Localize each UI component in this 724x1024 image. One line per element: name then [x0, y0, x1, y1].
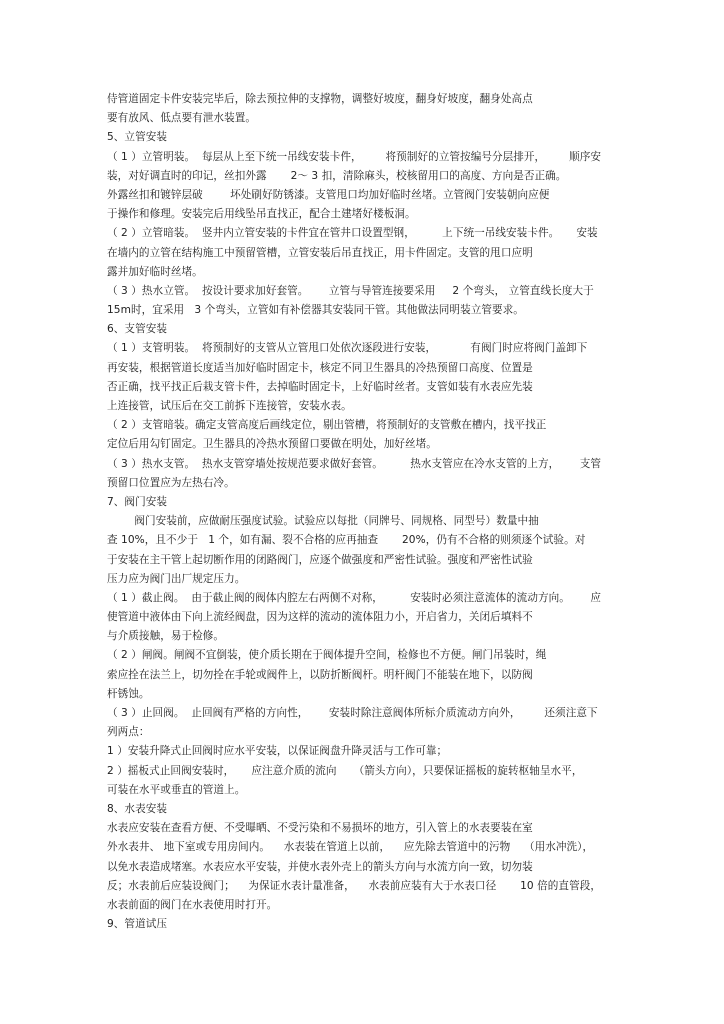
section-heading: 7、阀门安装 — [107, 495, 168, 508]
section-heading: 9、管道试压 — [107, 918, 168, 931]
text-line: 外露丝扣和镀锌层破 坏处刷好防锈漆。支管甩口均加好临时丝堵。立管阀门安装朝向应便 — [107, 188, 550, 201]
text-line: 定位后用勾钉固定。卫生器具的冷热水预留口要做在明处，加好丝堵。 — [107, 438, 437, 451]
text-line: （ 3 ）止回阀。 止回阀有严格的方向性， 安装时除注意阀体所标介质流动方向外， 还须注意下 — [107, 707, 598, 719]
section-heading: 8、水表安装 — [107, 802, 168, 815]
section-heading: 6、支管安装 — [107, 323, 168, 336]
text-line: 装，对好调直时的印记，丝扣外露 2～ 3 扣，清除麻头，校核留用口的高度、方向是否正确。 — [107, 169, 567, 182]
text-line: 外水表井、 地下室或专用房间内。 水表装在管道上以前， 应先除去管道中的污物 （用水冲洗）， — [107, 841, 594, 854]
section-heading: 5、立管安装 — [107, 131, 168, 144]
text-line: 杆锈蚀。 — [107, 687, 150, 700]
text-line: 查 10%，且不少于 1 个，如有漏、裂不合格的应再抽查 20%，仍有不合格的则须逐个试验。对 — [107, 534, 586, 547]
text-line: 于安装在主干管上起切断作用的闭路阀门，应逐个做强度和严密性试验。强度和严密性试验 — [107, 553, 533, 566]
text-line: 于操作和修理。安装完后用线坠吊直找正，配合土建堵好楼板洞。 — [107, 208, 416, 221]
text-line: （ 3 ）热水立管。 按设计要求加好套管。 立管与导管连接要采用 2 个弯头， 立管直线长度大于 — [107, 284, 594, 297]
text-line: 与介质接触，易于检修。 — [107, 630, 225, 643]
text-line: （ 1 ）立管明装。 每层从上至下统一吊线安装卡件， 将预制好的立管按编号分层排开， 顺序安 — [107, 150, 602, 163]
text-line: 在墙内的立管在结构施工中预留管槽，立管安装后吊直找正，用卡件固定。支管的甩口应明 — [107, 246, 533, 259]
text-line: 阀门安装前，应做耐压强度试验。试验应以每批（同牌号、同规格、同型号）数量中抽 — [107, 515, 539, 528]
text-line: （ 2 ）立管暗装。 竖井内立管安装的卡件宜在管井口设置型钢， 上下统一吊线安装卡件。 安装 — [107, 227, 598, 240]
text-line: 露并加好临时丝堵。 — [107, 265, 203, 278]
text-line: （ 2 ）闸阀。闸阀不宜倒装，使介质长期在于阀体提升空间，检修也不方便。闸门吊装时，绳 — [107, 649, 547, 662]
text-line: （ 3 ）热水支管。 热水支管穿墙处按规范要求做好套管。 热水支管应在冷水支管的上方， 支管 — [107, 457, 602, 470]
document-body — [107, 90, 627, 934]
text-line: 15m时，宜采用 3 个弯头，立管如有补偿器其安装同干管。其他做法同明装立管要求。 — [107, 304, 524, 317]
text-line: 以免水表造成堵塞。水表应水平安装，并使水表外壳上的箭头方向与水流方向一致，切勿装 — [107, 860, 533, 873]
text-line: 2 ）摇板式止回阀安装时， 应注意介质的流向 （箭头方向），只要保证摇板的旋转枢轴呈水平， — [107, 764, 583, 777]
text-line: （ 1 ）支管明装。 将预制好的支管从立管甩口处依次逐段进行安装， 有阀门时应将阀门盖卸下 — [107, 342, 588, 355]
text-line: 可装在水平或垂直的管道上。 — [107, 783, 246, 796]
text-line: 索应拴在法兰上，切勿拴在手轮或阀件上，以防折断阀杆。明杆阀门不能装在地下，以防阀 — [107, 668, 533, 681]
text-line: 使管道中液体由下向上流经阀盘，因为这样的流动的流体阻力小，开启省力，关闭后填料不 — [107, 611, 533, 624]
text-line: 水表前面的阀门在水表使用时打开。 — [107, 898, 278, 911]
text-line: 侍管道固定卡件安装完毕后，除去预拉伸的支撑物，调整好坡度，翻身好坡度，翻身处高点 — [107, 93, 533, 105]
text-line: 再安装，根据管道长度适当加好临时固定卡，核定不同卫生器具的冷热预留口高度、位置是 — [107, 361, 533, 374]
text-line: 压力应为阀门出厂规定压力。 — [107, 572, 246, 585]
text-line: 预留口位置应为左热右冷。 — [107, 476, 235, 489]
text-line: （ 2 ）支管暗装。确定支管高度后画线定位，剔出管槽，将预制好的支管敷在槽内，找平找正 — [107, 419, 547, 432]
text-line: 1 ）安装升降式止回阀时应水平安装，以保证阀盘升降灵活与工作可靠； — [107, 745, 448, 758]
text-line: （ 1 ）截止阀。 由于截止阀的阀体内腔左右两侧不对称， 安装时必须注意流体的流动方向。 应 — [107, 591, 602, 604]
text-line: 要有放风、低点要有泄水装置。 — [107, 112, 257, 125]
text-line: 水表应安装在查看方便、不受曝晒、不受污染和不易损坏的地方，引入管上的水表要装在室 — [107, 822, 533, 835]
text-line: 否正确，找平找正后栽支管卡件，去掉临时固定卡，上好临时丝者。支管如装有水表应先装 — [107, 380, 533, 393]
text-line: 反；水表前后应装设阀门； 为保证水表计量准备， 水表前应装有大于水表口径 10 倍的直管段， — [107, 879, 602, 892]
text-line: 上连接管，试压后在交工前拆下连接管，安装水表。 — [107, 400, 352, 412]
text-line: 列两点： — [107, 726, 150, 739]
